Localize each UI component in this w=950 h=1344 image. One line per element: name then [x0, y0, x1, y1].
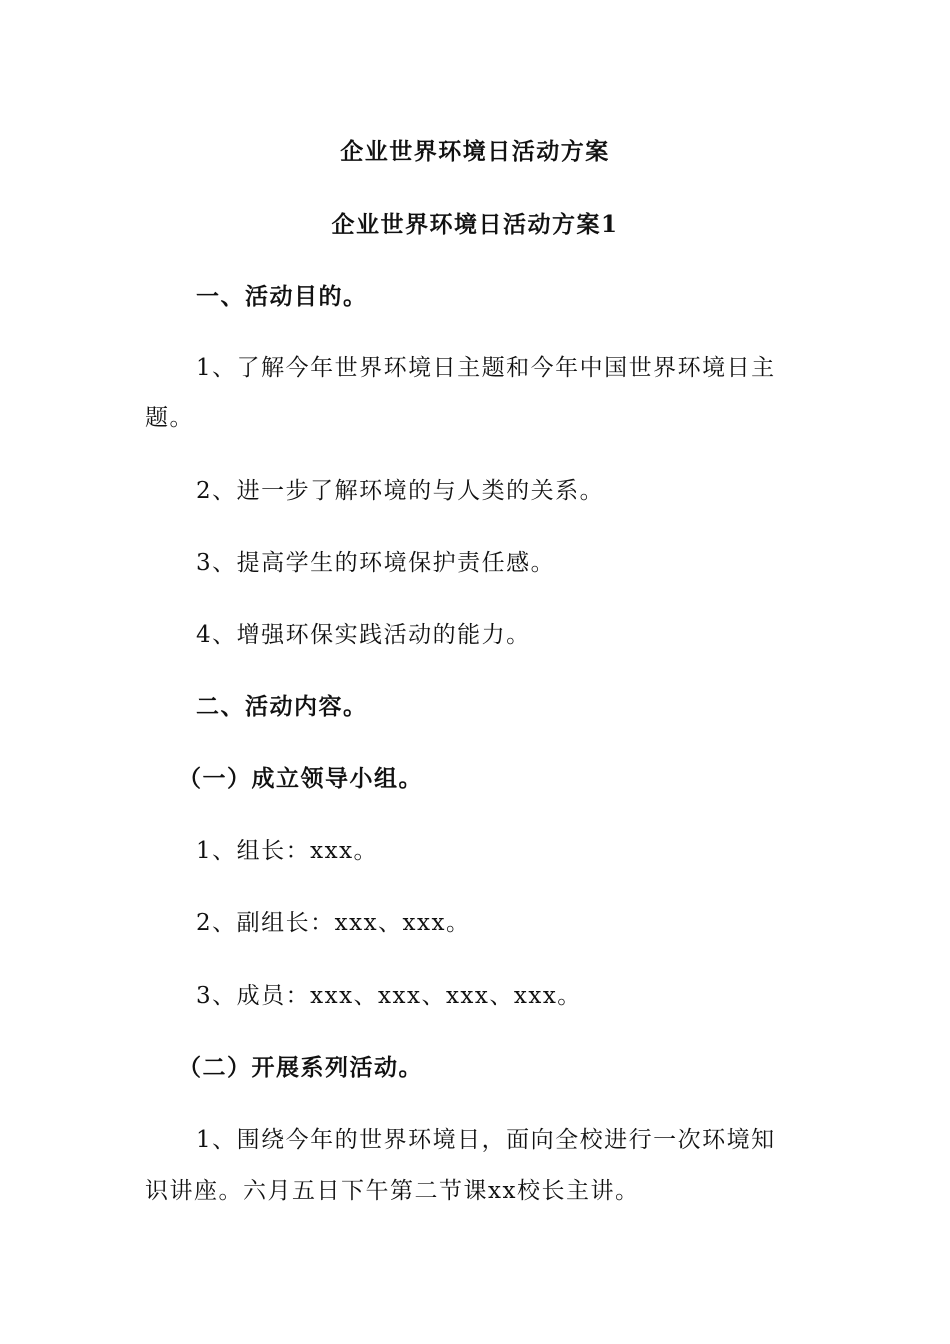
document-title: 企业世界环境日活动方案 — [340, 138, 610, 165]
paragraph-purpose-1-line-2: 题。 — [145, 405, 194, 431]
paragraph-deputy-leader: 2、副组长：xxx、xxx。 — [196, 910, 471, 936]
paragraph-group-leader: 1、组长：xxx。 — [196, 838, 379, 864]
paragraph-purpose-2: 2、进一步了解环境的与人类的关系。 — [196, 478, 605, 504]
subheading-activities: （二）开展系列活动。 — [178, 1054, 423, 1081]
paragraph-activity-1-line-1: 1、围绕今年的世界环境日，面向全校进行一次环境知 — [196, 1127, 776, 1153]
paragraph-purpose-1-line-1: 1、了解今年世界环境日主题和今年中国世界环境日主 — [196, 355, 776, 381]
section-heading-content: 二、活动内容。 — [196, 693, 368, 720]
subheading-leadership-group: （一）成立领导小组。 — [178, 765, 423, 792]
paragraph-purpose-4: 4、增强环保实践活动的能力。 — [196, 622, 531, 648]
paragraph-purpose-3: 3、提高学生的环境保护责任感。 — [196, 550, 556, 576]
paragraph-activity-1-line-2: 识讲座。六月五日下午第二节课xx校长主讲。 — [145, 1178, 640, 1204]
document-subtitle: 企业世界环境日活动方案1 — [331, 211, 619, 238]
section-heading-purpose: 一、活动目的。 — [196, 283, 368, 310]
paragraph-members: 3、成员：xxx、xxx、xxx、xxx。 — [196, 983, 582, 1009]
